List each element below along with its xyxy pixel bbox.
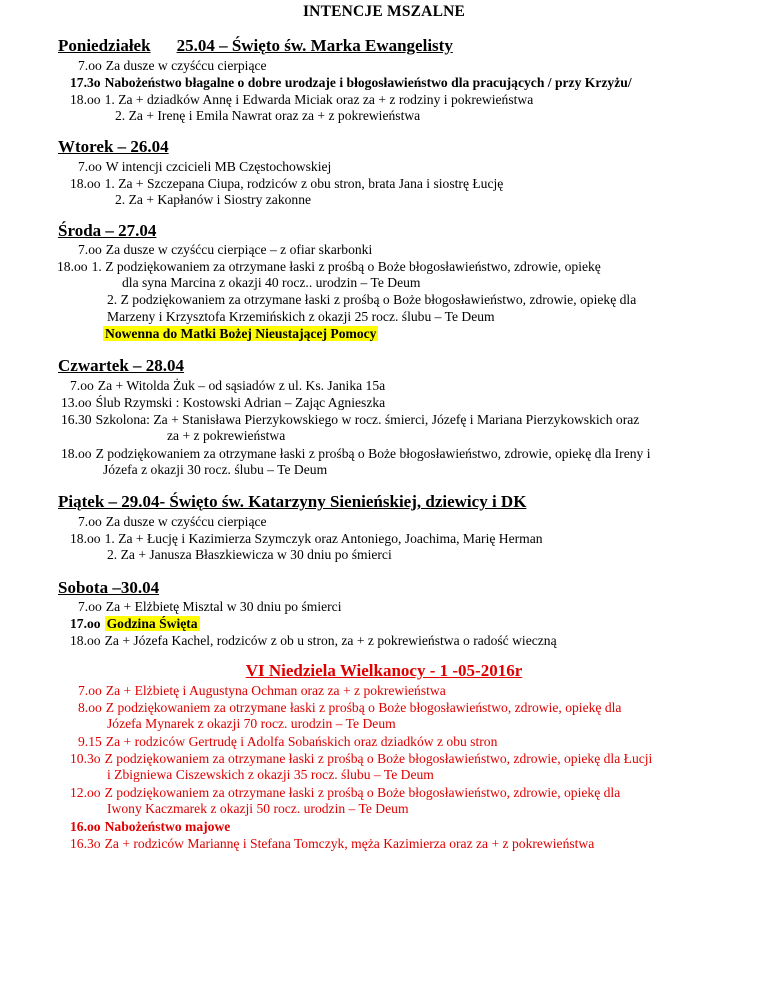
intention-row [78, 682, 446, 699]
mass-time: 17.3o [70, 75, 101, 90]
mass-time: 7.oo [78, 159, 102, 174]
mass-time: 18.oo [70, 633, 101, 648]
intention-text: Ślub Rzymski : Kostowski Adrian – Zając Agnieszka [95, 395, 386, 410]
intention-text: Józefa z okazji 30 rocz. ślubu – Te Deum [103, 462, 328, 477]
day-heading-wednesday: Środa – 27.04 [58, 221, 157, 240]
mass-time: 12.oo [70, 785, 101, 800]
mass-time: 13.oo [61, 395, 92, 410]
intention-text: dla syna Marcina z okazji 40 rocz.. urodzin – Te Deum [122, 275, 421, 290]
intention-text: Za + Elżbietę Misztal w 30 dniu po śmierci [105, 599, 342, 614]
intention-row [61, 394, 385, 411]
mass-time: 7.oo [78, 242, 102, 257]
day-feast: 25.04 – Święto św. Marka Ewangelisty [176, 36, 453, 55]
intention-text: Za dusze w czyśćcu cierpiące [105, 58, 267, 73]
mass-time: 18.oo [70, 92, 101, 107]
mass-time: 18.oo [57, 259, 88, 274]
intention-row [70, 818, 230, 835]
intention-text: Za + Elżbietę i Augustyna Ochman oraz za + z pokrewieństwa [105, 683, 446, 698]
mass-time: 18.oo [70, 176, 101, 191]
novena-label: Nowenna do Matki Bożej Nieustającej Pomocy [105, 326, 377, 341]
intention-text: 2. Za + Irenę i Emila Nawrat oraz za + z pokrewieństwa [115, 108, 421, 123]
intention-text: 1. Za + Szczepana Ciupa, rodziców z obu stron, brata Jana i siostrę Łucję [104, 176, 504, 191]
intention-text: Z podziękowaniem za otrzymane łaski z prośbą o Boże błogosławieństwo, zdrowie, opiekę dla [104, 785, 621, 800]
intention-text: 1. Za + Łucję i Kazimierza Szymczyk oraz Antoniego, Joachima, Marię Herman [104, 531, 543, 546]
novena-highlight [103, 326, 378, 342]
intention-text: 1. Z podziękowaniem za otrzymane łaski z prośbą o Boże błogosławieństwo, zdrowie, opiekę [91, 259, 601, 274]
intention-text: Za + Witolda Żuk – od sąsiadów z ul. Ks. Janika 15a [97, 378, 386, 393]
intention-text: Iwony Kaczmarek z okazji 50 rocz. urodzin – Te Deum [107, 801, 409, 816]
mass-time: 18.oo [70, 531, 101, 546]
day-heading-tuesday: Wtorek – 26.04 [58, 137, 169, 156]
mass-time: 10.3o [70, 751, 101, 766]
intention-text: 1. Za + dziadków Annę i Edwarda Miciak oraz za + z rodziny i pokrewieństwa [104, 92, 534, 107]
intention-text: Marzeny i Krzysztofa Krzemińskich z okazji 25 rocz. ślubu – Te Deum [107, 309, 495, 324]
intention-row [70, 91, 533, 108]
mass-time: 7.oo [78, 683, 102, 698]
intention-row [78, 733, 497, 750]
intention-row [70, 615, 200, 632]
day-heading-sunday: VI Niedziela Wielkanocy - 1 -05-2016r [245, 661, 523, 680]
intention-text: Nabożeństwo majowe [104, 819, 231, 834]
mass-time: 16.30 [61, 412, 92, 427]
intention-text: Szkolona: Za + Stanisława Pierzykowskiego w rocz. śmierci, Józefę i Mariana Pierzykowskich oraz [95, 412, 640, 427]
page-title: INTENCJE MSZALNE [302, 3, 466, 20]
intention-row [61, 445, 651, 462]
intention-text: Za + rodziców Gertrudę i Adolfa Sobańskich oraz dziadków z obu stron [105, 734, 498, 749]
mass-time: 7.oo [78, 599, 102, 614]
intention-row [78, 598, 341, 615]
intention-text: i Zbigniewa Ciszewskich z okazji 35 rocz. ślubu – Te Deum [107, 767, 434, 782]
mass-time: 8.oo [78, 700, 102, 715]
holy-hour-label: Godzina Święta [106, 616, 198, 631]
mass-time: 16.oo [70, 819, 101, 834]
mass-time: 7.oo [78, 58, 102, 73]
mass-time: 16.3o [70, 836, 101, 851]
intention-text: Za dusze w czyśćcu cierpiące [105, 514, 267, 529]
day-heading-saturday: Sobota –30.04 [58, 578, 160, 597]
intention-row [78, 241, 372, 258]
day-heading-monday [58, 36, 453, 56]
intention-text: Za + Józefa Kachel, rodziców z ob u stron, za + z pokrewieństwa o radość wieczną [104, 633, 557, 648]
mass-time: 9.15 [78, 734, 102, 749]
intention-row [70, 784, 620, 801]
day-heading-thursday: Czwartek – 28.04 [58, 356, 185, 375]
intention-row [70, 750, 652, 767]
intention-row [61, 411, 639, 428]
mass-time: 7.oo [70, 378, 94, 393]
intention-row [70, 377, 385, 394]
intention-row [78, 699, 621, 716]
intention-row [70, 835, 594, 852]
intention-text: Z podziękowaniem za otrzymane łaski z prośbą o Boże błogosławieństwo, zdrowie, opiekę dla [105, 700, 622, 715]
intention-text: Nabożeństwo błagalne o dobre urodzaje i błogosławieństwo dla pracujących / przy Krzyżu/ [104, 75, 632, 90]
intention-text: Za + rodziców Mariannę i Stefana Tomczyk, męża Kazimierza oraz za + z pokrewieństwa [104, 836, 595, 851]
intention-text: Józefa Mynarek z okazji 70 rocz. urodzin – Te Deum [107, 716, 396, 731]
intention-text: Z podziękowaniem za otrzymane łaski z prośbą o Boże błogosławieństwo, zdrowie, opiekę dla Ireny i [95, 446, 651, 461]
intention-text: za + z pokrewieństwa [167, 428, 286, 443]
intention-row [78, 158, 331, 175]
intention-row [78, 57, 267, 74]
intention-text: W intencji czcicieli MB Częstochowskiej [105, 159, 332, 174]
intention-row [70, 175, 503, 192]
mass-time: 7.oo [78, 514, 102, 529]
intention-row [70, 632, 557, 649]
intention-text: 2. Za + Kapłanów i Siostry zakonne [115, 192, 312, 207]
intention-text: Z podziękowaniem za otrzymane łaski z prośbą o Boże błogosławieństwo, zdrowie, opiekę dla Łucji [104, 751, 653, 766]
intention-text: 2. Za + Janusza Błaszkiewicza w 30 dniu po śmierci [107, 547, 392, 562]
day-heading-friday: Piątek – 29.04- Święto św. Katarzyny Sienieńskiej, dziewicy i DK [58, 492, 527, 511]
intention-row [70, 74, 632, 91]
intention-row [57, 258, 601, 275]
mass-time: 18.oo [61, 446, 92, 461]
intention-text: 2. Z podziękowaniem za otrzymane łaski z prośbą o Boże błogosławieństwo, zdrowie, opiekę dla [107, 292, 637, 307]
intention-row [78, 513, 267, 530]
mass-time: 17.oo [70, 616, 101, 631]
intention-row [70, 530, 543, 547]
day-name: Poniedziałek [58, 36, 151, 55]
intention-text: Za dusze w czyśćcu cierpiące – z ofiar skarbonki [105, 242, 373, 257]
